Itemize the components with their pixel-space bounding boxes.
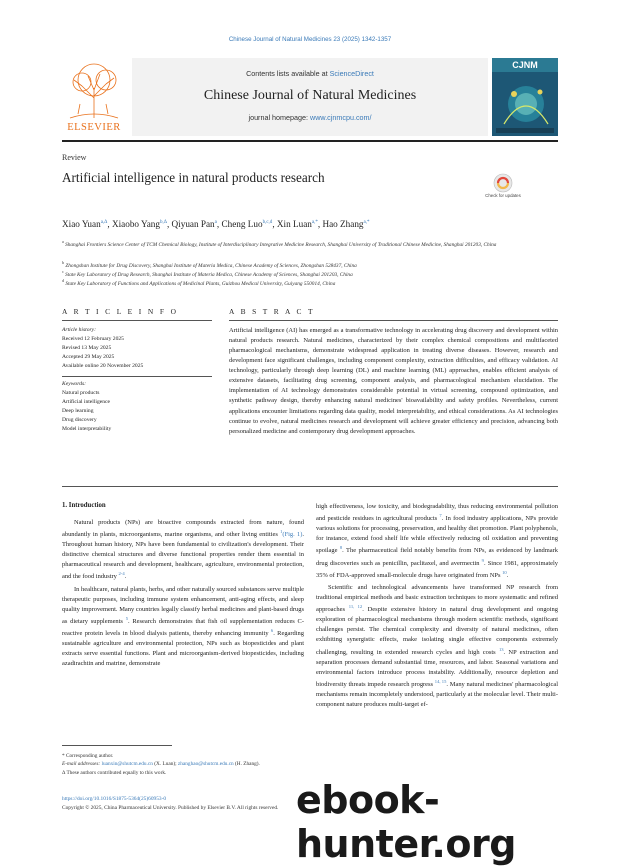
- doi-link[interactable]: https://doi.org/10.1016/S1875-5364(25)60953-0: [62, 796, 167, 802]
- author-list: [62, 219, 558, 229]
- author[interactable]: Qiyuan Pan$^a$,: [171, 219, 222, 229]
- journal-name: Chinese Journal of Natural Medicines: [203, 88, 417, 103]
- paragraph: Scientific and technological advancements have transformed NP research from traditional empirical methods and basic extraction techniques to more systematic and refined approaches $^{11, 12}$. Despite extensive history in natural drug development and ongoing exploration of pharmacological mechanisms through modern scientific methods, significant challenges persist. The chemical complexity and diversity of natural medicines, often exhibiting synergistic effects, make isolating single effective components extremely challenging, resulting in extended research cycles and high costs $^{13}$. NP extraction and separation processes demand substantial time, resources, and labor. Seasonal variations and environmental factors introduce process instability. Additionally, resource depletion and biodiversity threats impede research progress $^{14, 15}$. Many natural medicines' pharmacological mechanisms remain incompletely understood, particularly at the molecular level. Their multi-component nature produces multi-target ef-: [316, 584, 558, 709]
- author[interactable]: Xiaobo Yang$^{b,\Delta}$,: [111, 219, 172, 229]
- author[interactable]: Hao Zhang$^{a,*}$: [322, 219, 370, 229]
- author[interactable]: Xin Luan$^{a,*}$,: [276, 219, 323, 229]
- keywords-label: Keywords:: [62, 381, 87, 387]
- abstract-end-rule: [62, 486, 558, 487]
- revised-date: Revised 13 May 2025: [62, 344, 112, 351]
- keyword: Model interpretability: [62, 425, 112, 432]
- keyword: Artificial intelligence: [62, 398, 110, 405]
- check-for-updates-icon[interactable]: [490, 172, 516, 204]
- header-divider: [62, 140, 558, 142]
- article-info-mid-rule: [62, 376, 212, 377]
- equal-contribution-note: Δ These authors contributed equally to this work.: [62, 769, 167, 776]
- section-heading: 1. Introduction: [62, 502, 106, 509]
- history-label: Article history:: [62, 327, 97, 333]
- online-date: Available online 20 November 2025: [62, 362, 144, 369]
- journal-citation: Chinese Journal of Natural Medicines 23 (2025) 1342-1357: [228, 36, 392, 43]
- homepage-line: [132, 113, 488, 122]
- homepage-link[interactable]: www.cjnmcpu.com/: [310, 113, 372, 122]
- article-info-rule: [62, 320, 212, 321]
- cover-title: CJNM: [512, 60, 538, 70]
- keyword: Deep learning: [62, 407, 94, 414]
- email-link[interactable]: luanxin@shutcm.edu.cn: [101, 761, 153, 768]
- received-date: Received 12 February 2025: [62, 335, 124, 342]
- footnotes: [62, 752, 304, 777]
- contents-line: [132, 69, 488, 78]
- author[interactable]: Xiao Yuan$^{a,\Delta}$,: [62, 219, 112, 229]
- abstract-heading: A B S T R A C T: [229, 307, 315, 316]
- affiliation-c: $^c$ State Key Laboratory of Drug Research, Shanghai Institute of Materia Medica, Chinese Academy of Sciences, Shanghai 201203, China: [62, 269, 353, 278]
- footnote-rule: [62, 745, 172, 746]
- corresponding-author-note: * Corresponding author.: [62, 753, 114, 759]
- sciencedirect-link[interactable]: ScienceDirect: [329, 69, 374, 78]
- article-history: [62, 326, 212, 371]
- email-link[interactable]: zhanghao@shutcm.edu.cn: [177, 761, 234, 768]
- abstract-text: Artificial intelligence (AI) has emerged as a transformative technology in accelerating drug discovery and development within natural products research. Natural medicines, characterized by their complex chemical compositions and multifaceted pharmacological mechanisms, demonstrate widespread application in treating diverse diseases. However, research and development face significant challenges, including component complexity, extraction difficulties, and efficacy validation. AI technology, particularly through deep learning (DL) and machine learning (ML) approaches, enables efficient analysis of extensive datasets, facilitating drug screening, component analysis, and pharmacological mechanism elucidation. The implementation of AI technology demonstrates considerable potential in virtual screening, compound optimization, and synthetic pathway design, thereby enhancing natural medicines' bioavailability and safety profiles. Nevertheless, current applications encounter limitations regarding data quality, model interpretability, and ethical considerations. As AI technologies continue to evolve, natural medicines research and development will achieve greater efficiency and precision, advancing both personalized medicine and contemporary drug development approaches.: [229, 327, 558, 435]
- keywords-block: [62, 380, 212, 434]
- keyword: Drug discovery: [62, 416, 97, 423]
- accepted-date: Accepted 29 May 2025: [62, 353, 115, 360]
- article-title: Artificial intelligence in natural products research: [62, 170, 325, 185]
- copyright-notice: Copyright © 2025, China Pharmaceutical University. Published by Elsevier B.V. All rights reserved.: [62, 805, 279, 811]
- body-column-right: [316, 502, 558, 712]
- homepage-prefix: journal homepage:: [248, 113, 311, 122]
- keyword: Natural products: [62, 389, 100, 396]
- abstract-rule: [229, 320, 558, 321]
- paragraph: high effectiveness, low toxicity, and biodegradability, thus reducing environmental pollution and pesticide residues in agricultural products $^7$. In food industry applications, NPs provide various solutions for processing, preservation, and healthy diet promotion. Plant polyphenols, for instance, extend food shelf life while effectively reducing oil oxidation and preventing spoilage $^8$. The pharmaceutical field notably benefits from NPs, as evidenced by landmark drug discoveries such as penicillin, paclitaxel, and avermectin $^9$. Since 1981, approximately 35% of FDA-approved small-molecule drugs have originated from NPs $^{10}$.: [316, 503, 558, 579]
- affiliation-d: $^d$ State Key Laboratory of Functions and Applications of Medicinal Plants, Guizhou Medical University, Guiyang 550014, China: [62, 278, 336, 287]
- paragraph: In healthcare, natural plants, herbs, and other naturally sourced substances serve multiple therapeutic purposes, including immune system enhancement, anti-aging effects, and sleep quality improvement. Many countries legally classify herbal medicines and plant-based drugs as dietary supplements $^5$. Research demonstrates that fish oil supplementation reduces C-reactive protein levels in blood dialysis patients, thereby enhancing immunity $^6$. Regarding sustainable agriculture and environmental protection, NPs such as biopesticides and plant extracts serve essential functions. Plant and microorganism-derived biopesticides, including azadirachtin and matrine, demonstrate: [62, 585, 304, 668]
- publisher-name: ELSEVIER: [67, 122, 121, 133]
- paragraph: Natural products (NPs) are bioactive compounds extracted from nature, found abundantly in plants, microorganisms, marine organisms, and other living entities $^1$(Fig. 1). Throughout human history, NPs have been fundamental to civilization's development. Their distinctive chemical structures and diverse functional properties render them essential in pharmaceutical research and development, healthcare, agriculture, environmental protection, and the food industry $^{2-4}$.: [62, 519, 304, 581]
- email-note: E-mail addresses: luanxin@shutcm.edu.cn (X. Luan); zhanghao@shutcm.edu.cn (H. Zhang).: [62, 761, 260, 768]
- affiliation-a: $^a$ Shanghai Frontiers Science Center of TCM Chemical Biology, Institute of Interdisciplinary Integrative Medicine Research, Shanghai University of Traditional Chinese Medicine, Shanghai 201203, China: [62, 239, 497, 248]
- body-column-left: [62, 518, 304, 671]
- author[interactable]: Cheng Luo$^{b,c,d}$,: [221, 219, 277, 229]
- article-type: Review: [62, 153, 87, 162]
- article-info-heading: A R T I C L E I N F O: [62, 307, 179, 316]
- contents-prefix: Contents lists available at: [246, 69, 330, 78]
- affiliation-b: $^b$ Zhongshan Institute for Drug Discovery, Shanghai Institute of Materia Medica, Chinese Academy of Sciences, Zhongshan 528437, China: [62, 260, 357, 269]
- check-for-updates-label: Check for updates: [485, 193, 521, 198]
- watermark-text: ebook-hunter.org: [296, 778, 516, 866]
